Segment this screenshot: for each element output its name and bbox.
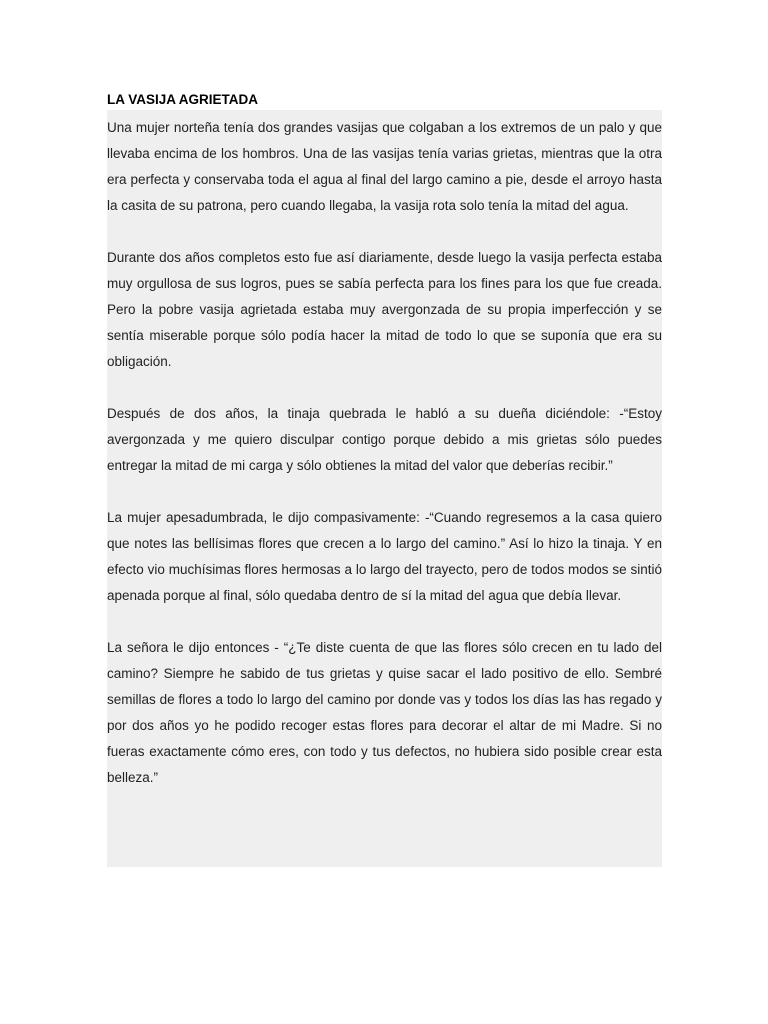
document-title: LA VASIJA AGRIETADA xyxy=(107,92,259,107)
paragraph-5: La señora le dijo entonces - “¿Te diste cuenta de que las flores sólo crecen en tu lado del camino? Siempre he sabido de tus grietas y quise sacar el lado positivo de ello. Sembré semillas de flores a todo lo largo del camino por donde vas y todos los días las has regado y por dos años yo he podido recoger estas flores para decorar el altar de mi Madre. Si no fueras exactamente cómo eres, con todo y tus defectos, no hubiera sido posible crear esta belleza.” xyxy=(107,640,662,785)
paragraph-2: Durante dos años completos esto fue así diariamente, desde luego la vasija perfecta estaba muy orgullosa de sus logros, pues se sabía perfecta para los fines para los que fue creada. Pero la pobre vasija agrietada estaba muy avergonzada de su propia imperfección y se sentía miserable porque sólo podía hacer la mitad de todo lo que se suponía que era su obligación. xyxy=(107,250,662,369)
paragraph-1: Una mujer norteña tenía dos grandes vasijas que colgaban a los extremos de un palo y que llevaba encima de los hombros. Una de las vasijas tenía varias grietas, mientras que la otra era perfecta y conservaba toda el agua al final del largo camino a pie, desde el arroyo hasta la casita de su patrona, pero cuando llegaba, la vasija rota solo tenía la mitad del agua. xyxy=(107,120,662,213)
document-body xyxy=(107,110,662,867)
paragraph-4: La mujer apesadumbrada, le dijo compasivamente: -“Cuando regresemos a la casa quiero que notes las bellísimas flores que crecen a lo largo del camino.” Así lo hizo la tinaja. Y en efecto vio muchísimas flores hermosas a lo largo del trayecto, pero de todos modos se sintió apenada porque al final, sólo quedaba dentro de sí la mitad del agua que debía llevar. xyxy=(107,510,662,603)
paragraph-3: Después de dos años, la tinaja quebrada le habló a su dueña diciéndole: -“Estoy avergonzada y me quiero disculpar contigo porque debido a mis grietas sólo puedes entregar la mitad de mi carga y sólo obtienes la mitad del valor que deberías recibir.” xyxy=(107,406,662,473)
